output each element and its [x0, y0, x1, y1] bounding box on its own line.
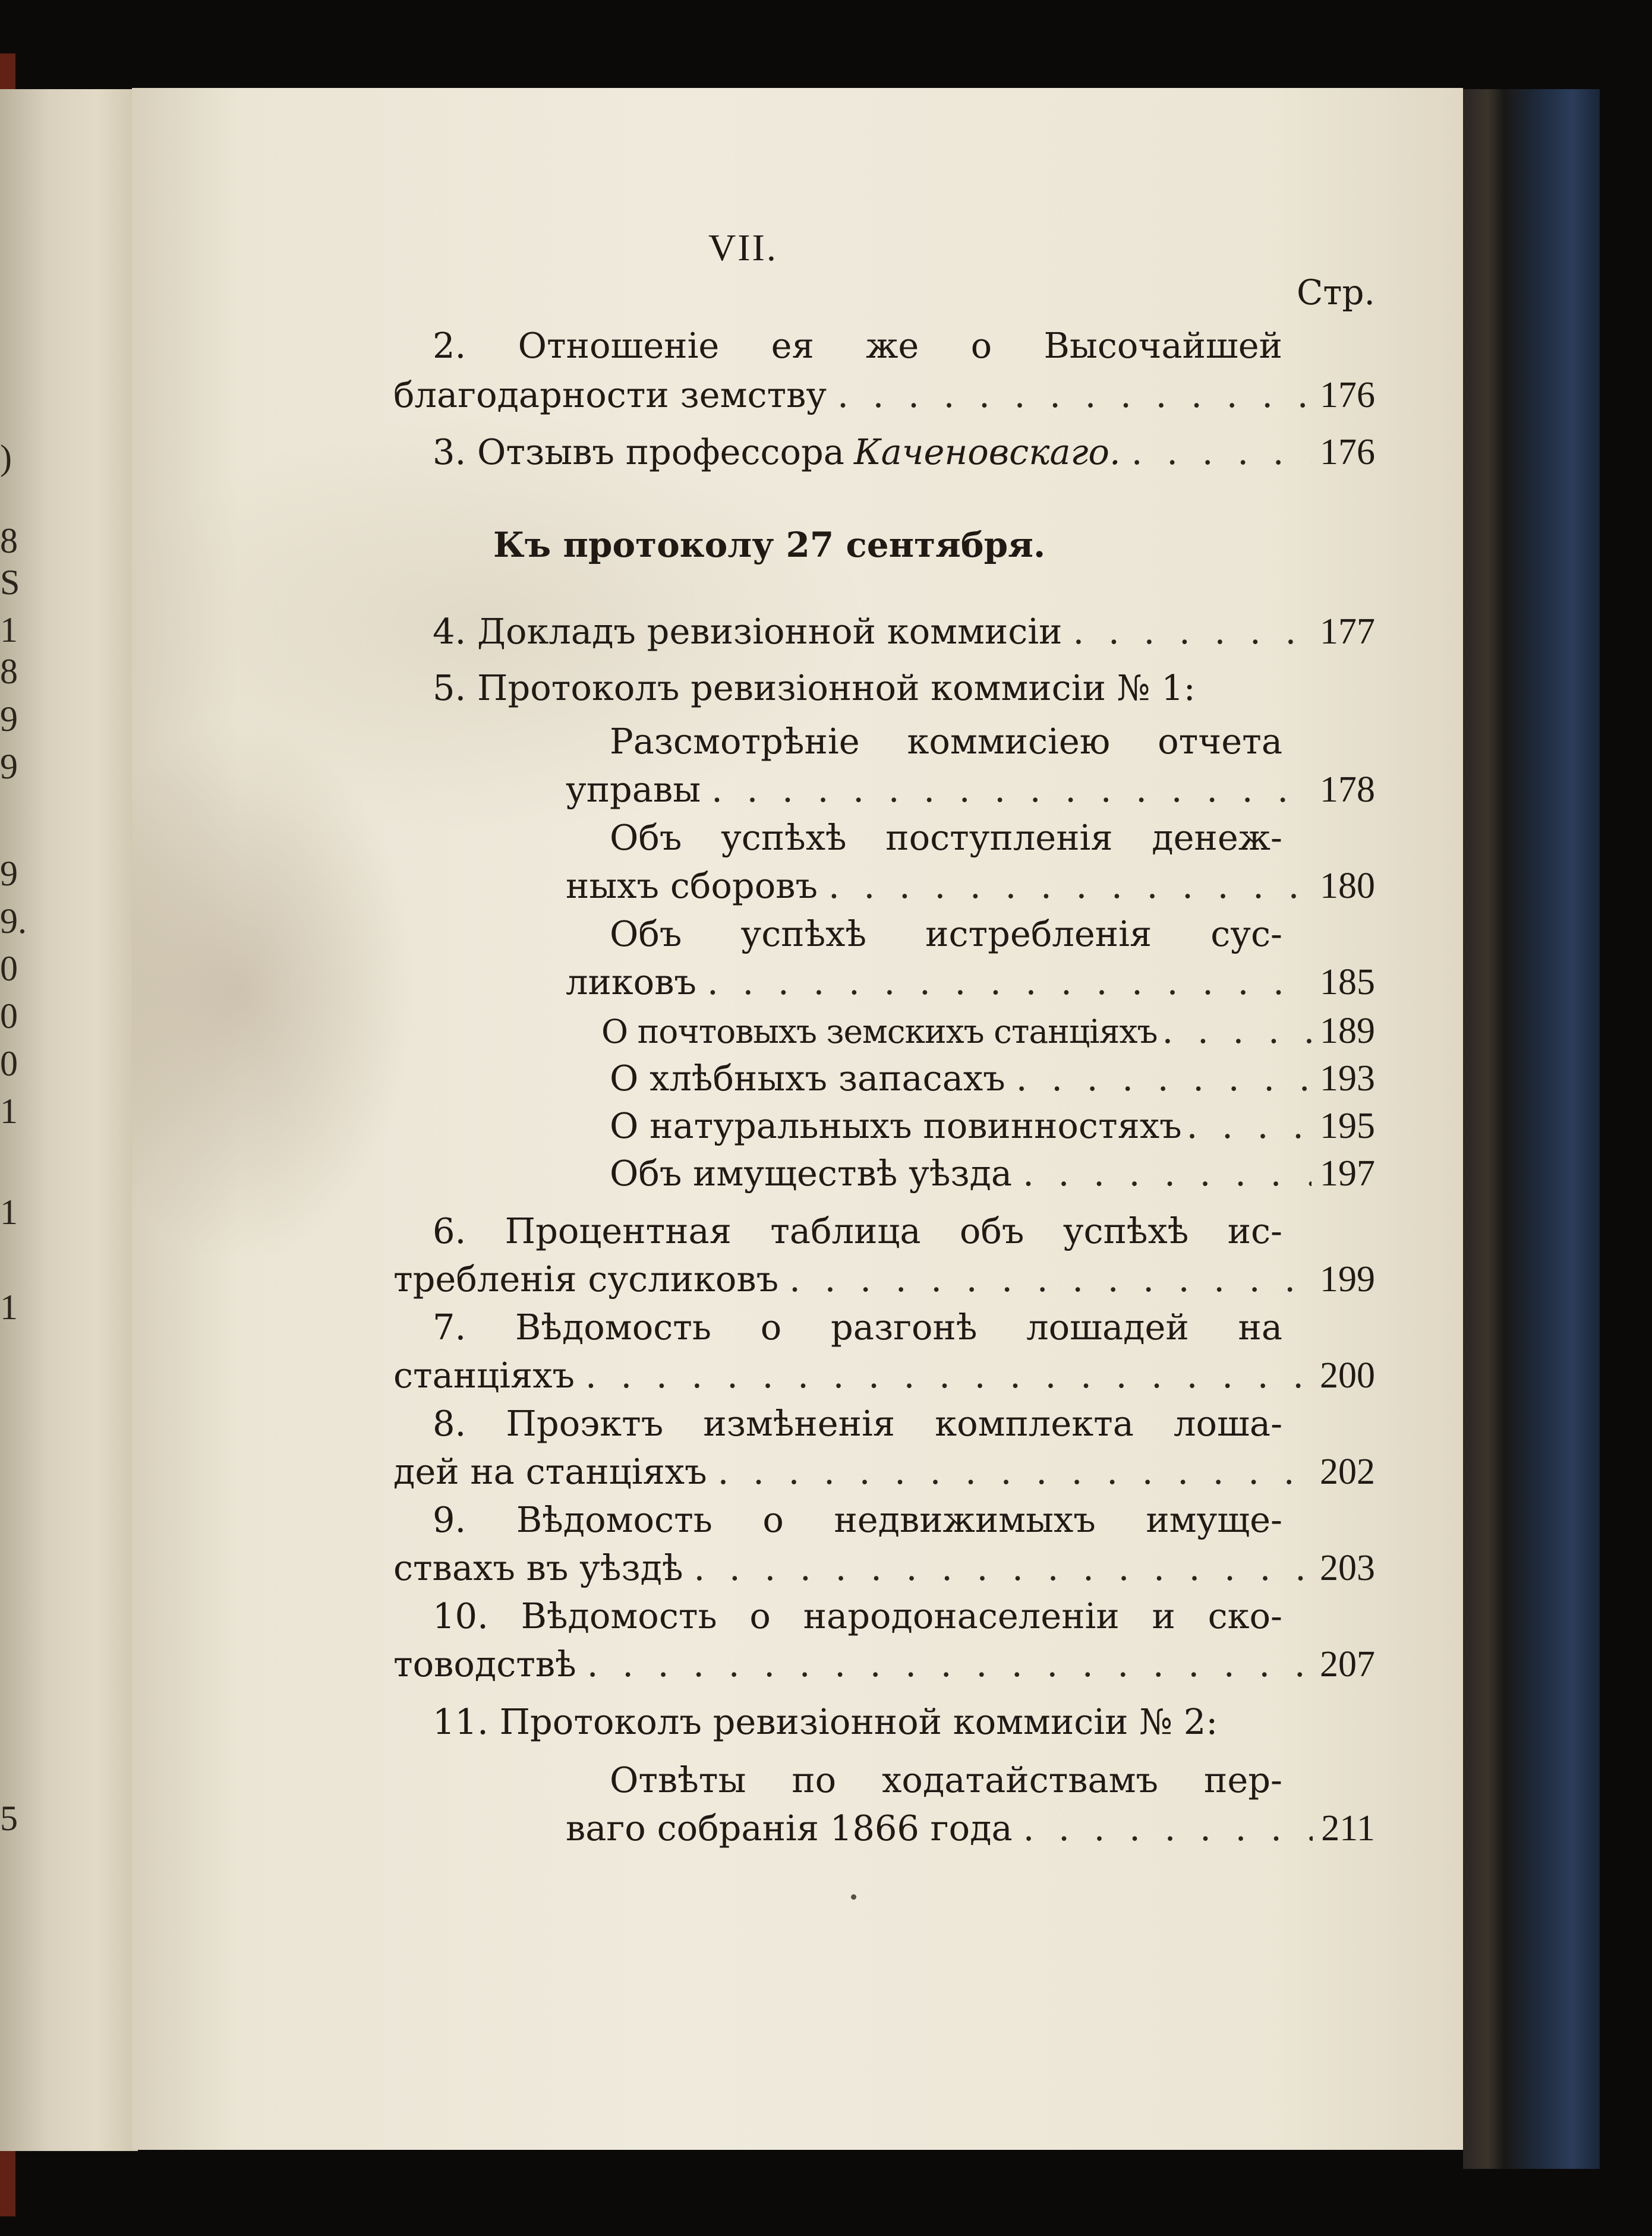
toc-page-number: 176: [1320, 432, 1375, 472]
toc-entry: [393, 1547, 1375, 1588]
toc-entry: [393, 1453, 1375, 1490]
toc-entry-text: Объ имуществѣ уѣзда: [610, 1153, 1013, 1194]
toc-entry-line: 8. Проэктъ измѣненія комплекта лоша-: [433, 1403, 1282, 1444]
toc-entry-line: 11. Протоколъ ревизіонной коммисіи № 2:: [433, 1701, 1218, 1742]
toc-page-number: 193: [1320, 1058, 1375, 1099]
toc-subentry-line: Разсмотрѣніе коммисіею отчета: [610, 721, 1282, 762]
toc-subentry: [610, 1155, 1375, 1192]
toc-page-number: 207: [1320, 1644, 1375, 1685]
toc-entry: [433, 613, 1375, 650]
toc-subentry: [566, 771, 1375, 808]
page-column-header: Стр.: [1296, 272, 1375, 313]
leader-dots: [1016, 1061, 1311, 1096]
toc-entry: [393, 1261, 1375, 1298]
leader-dots: [789, 1262, 1311, 1297]
leader-dots: [1023, 1156, 1311, 1191]
toc-subentry-line: Объ успѣхѣ истребленія сус-: [610, 913, 1282, 954]
left-page-fragment: 9: [0, 854, 18, 893]
left-page: [0, 89, 138, 2151]
toc-entry-text: требленія сусликовъ: [393, 1259, 779, 1300]
toc-page-number: 197: [1320, 1153, 1375, 1194]
toc-entry-text: О хлѣбныхъ запасахъ: [610, 1058, 1005, 1099]
toc-page-number: 211: [1321, 1808, 1375, 1849]
section-heading: Къ протоколу 27 сентября.: [493, 525, 1046, 565]
left-page-fragment: S: [0, 563, 20, 602]
toc-entry-text: 4. Докладъ ревизіонной коммисіи: [433, 611, 1063, 652]
toc-entry-text: дей на станціяхъ: [393, 1451, 707, 1492]
toc-entry-text: ствахъ въ уѣздѣ: [393, 1547, 683, 1588]
left-page-fragment: 0: [0, 996, 18, 1036]
toc-subentry: [610, 1105, 1375, 1146]
toc-entry: [393, 1646, 1375, 1683]
left-page-fragment: 0: [0, 1044, 18, 1083]
toc-page-number: 199: [1320, 1259, 1375, 1300]
toc-entry-text: 3. Отзывъ профессора: [433, 431, 844, 472]
toc-page-number: 200: [1320, 1355, 1375, 1396]
left-page-fragment: 9: [0, 699, 18, 739]
leader-dots: [585, 1358, 1311, 1393]
toc-entry-text: станціяхъ: [393, 1355, 575, 1396]
toc-entry-line: 5. Протоколъ ревизіонной коммисіи № 1:: [433, 667, 1196, 708]
left-page-fragment: 8: [0, 521, 18, 560]
leader-dots: [587, 1647, 1311, 1682]
toc-entry-line: 7. Вѣдомость о разгонѣ лошадей на: [433, 1307, 1282, 1348]
leader-dots: [1073, 614, 1311, 649]
toc-subentry-line: Объ успѣхѣ поступленія денеж-: [610, 817, 1282, 858]
leader-dots: [718, 1454, 1311, 1489]
toc-subentry-line: Отвѣты по ходатайствамъ пер-: [610, 1759, 1282, 1800]
toc-page-number: 189: [1320, 1011, 1375, 1051]
toc-entry-italic: Каченовскаго.: [853, 431, 1121, 472]
toc-entry-line: 9. Вѣдомость о недвижимыхъ имуще-: [433, 1499, 1282, 1540]
leader-dots: [711, 772, 1311, 807]
left-page-fragment: 8: [0, 652, 18, 691]
toc-entry-text: О почтовыхъ земскихъ станціяхъ: [601, 1013, 1158, 1051]
left-page-fragment: 9.: [0, 901, 27, 941]
toc-entry-text: товодствѣ: [393, 1644, 576, 1685]
left-page-fragment: 1: [0, 1193, 18, 1232]
toc-page-number: 195: [1320, 1106, 1375, 1146]
book-cover: [1463, 89, 1600, 2169]
toc-entry-line: 2. Отношеніе ея же о Высочайшей: [433, 325, 1282, 366]
toc-entry-text: ваго собранія 1866 года: [566, 1808, 1013, 1849]
toc-entry-text: О натуральныхъ повинностяхъ: [610, 1105, 1182, 1146]
leader-dots: [707, 964, 1311, 999]
toc-subentry: [566, 961, 1375, 1002]
leader-dots: [1023, 1811, 1313, 1846]
left-page-fragment: 9: [0, 747, 18, 786]
toc-page-number: 180: [1320, 866, 1375, 906]
toc-entry-line: 10. Вѣдомость о народонаселеніи и ско-: [433, 1595, 1282, 1636]
toc-subentry: [566, 865, 1375, 906]
leader-dots: [1131, 434, 1311, 469]
toc-entry-text: управы: [566, 769, 701, 810]
left-page-fragment: 0: [0, 949, 18, 988]
toc-page-number: 176: [1320, 375, 1375, 415]
toc-page-number: 203: [1320, 1548, 1375, 1588]
left-page-fragment: 1: [0, 610, 18, 649]
toc-subentry: [610, 1060, 1375, 1097]
left-page-fragment: 1: [0, 1288, 18, 1327]
book-page: [132, 88, 1463, 2150]
toc-entry-text: ныхъ сборовъ: [566, 865, 818, 906]
leader-dots: [1162, 1013, 1315, 1048]
left-page-fragment: 5: [0, 1799, 18, 1838]
toc-subentry: [601, 1013, 1375, 1049]
page-number: VII.: [708, 226, 778, 269]
left-page-fragment: 1: [0, 1092, 18, 1131]
toc-page-number: 202: [1320, 1452, 1375, 1492]
toc-page-number: 177: [1320, 611, 1375, 652]
toc-subentry: [566, 1810, 1375, 1847]
leader-dots: [1187, 1108, 1315, 1143]
leader-dots: [828, 868, 1311, 903]
leader-dots: [694, 1550, 1311, 1585]
toc-entry-text: ликовъ: [566, 961, 696, 1002]
toc-entry-text: благодарности земству: [393, 374, 827, 415]
ink-speck: [851, 1894, 856, 1900]
toc-entry: [393, 374, 1375, 415]
leader-dots: [837, 377, 1311, 412]
toc-entry: [393, 1357, 1375, 1394]
left-page-fragment: ): [0, 438, 12, 477]
toc-entry: [433, 431, 1375, 472]
toc-page-number: 178: [1320, 769, 1375, 810]
toc-page-number: 185: [1320, 962, 1375, 1002]
toc-entry-line: 6. Процентная таблица объ успѣхѣ ис-: [433, 1210, 1282, 1251]
